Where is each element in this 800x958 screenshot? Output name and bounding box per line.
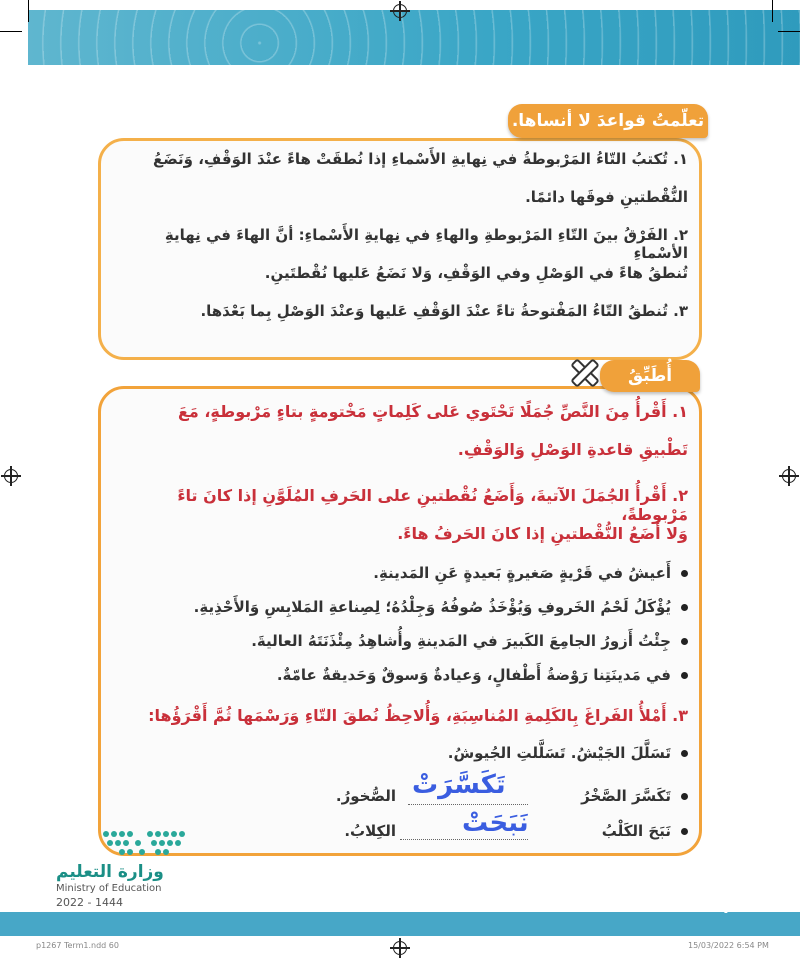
- fill-item-text: تَكَسَّرَ الصَّخْرُ: [581, 787, 671, 805]
- registration-mark: [4, 469, 18, 483]
- fill-item-after: الصُّخورُ.: [335, 787, 396, 805]
- pencil-ruler-icon: [566, 354, 604, 392]
- list-item: [128, 632, 688, 650]
- file-slug: p1267 Term1.ndd 60: [36, 941, 119, 950]
- crop-mark: [0, 31, 22, 32]
- rule-line: ٣. تُنطقُ التّاءُ المَفْتوحةُ تاءً عنْدَ الوَقْفِ عَليها وَعنْدَ الوَصْلِ بِما بَعْدَها.: [200, 302, 688, 320]
- list-item-text: في مَدينَتِنا رَوْضةُ أَطْفالٍ، وَعيادةٌ وَسوقٌ وَحَديقةٌ عامّةٌ.: [276, 666, 671, 684]
- question-1-line: ١. أَقْرأُ مِنَ النَّصِّ جُمَلًا تَحْتَوي عَلى كَلِماتٍ مَخْتومةٍ بتاءٍ مَرْبوطةٍ، مَعَ: [177, 402, 688, 421]
- question-2-line: ٢. أَقْرأُ الجُمَلَ الآتيةَ، وَأَضَعُ نُقْطتينِ على الحَرفِ المُلَوَّنِ إذا كانَ تاءً مَرْبوطةً،: [177, 486, 688, 524]
- list-item-text: يُؤْكَلُ لَحْمُ الخَروفِ وَيُؤْخَذُ صُوفُهُ وَجِلْدُهُ؛ لِصِناعةِ المَلابِسِ وَالأَحْذِيةِ.: [193, 598, 671, 616]
- registration-mark: [393, 941, 407, 955]
- top-banner: [28, 10, 800, 65]
- list-item-text: جِئْتُ أَزورُ الجامِعَ الكَبيرَ في المَدينةِ وأُشاهِدُ مِئْذَنَتَهُ العاليةَ.: [251, 632, 671, 650]
- crop-mark: [28, 0, 29, 22]
- crop-mark: [778, 31, 800, 32]
- fill-item-after: الكِلابُ.: [344, 822, 396, 840]
- answer-text: نَبَحَتْ: [462, 808, 529, 838]
- blank-line: [408, 804, 528, 805]
- fill-item-text: نَبَحَ الكَلْبُ: [601, 822, 671, 840]
- fill-item: [488, 787, 688, 805]
- bullet-dot: [681, 604, 688, 611]
- academic-year: 2022 - 1444: [56, 896, 123, 909]
- list-item-text: أَعيشُ في قَرْيةٍ صَغيرةٍ بَعيدةٍ عَنِ المَدينةِ.: [373, 564, 671, 582]
- rule-line: النُّقْطتينِ فوقَها دائمًا.: [525, 188, 688, 206]
- registration-mark: [782, 469, 796, 483]
- print-timestamp: 15/03/2022 6:54 PM: [688, 941, 769, 950]
- apply-title: أُطَبِّقُ: [600, 360, 700, 392]
- blank-line: [400, 839, 528, 840]
- question-1-line: تَطْبيقِ قاعدةِ الوَصْلِ وَالوَقْفِ.: [457, 440, 688, 459]
- fill-item-text: تَسَلَّلَ الجَيْشُ. تَسَلَّلتِ الجُيوشُ.: [447, 744, 671, 762]
- ministry-name-arabic: وزارة التعليم: [56, 862, 164, 882]
- bullet-dot: [681, 672, 688, 679]
- rule-line: ٢. الفَرْقُ بينَ التّاءِ المَرْبوطةِ والهاءِ في نِهايةِ الأَسْماءِ: أنَّ الهاءَ في نِهايةِ الأسْماءِ: [164, 226, 688, 262]
- list-item: [128, 564, 688, 582]
- rules-title: تعلّمتُ قواعدَ لا أنساها.: [508, 104, 708, 138]
- list-item: [128, 666, 688, 684]
- crop-mark: [772, 0, 773, 22]
- bullet-dot: [681, 570, 688, 577]
- ministry-name-english: Ministry of Education: [56, 883, 162, 894]
- question-3: ٣. أَمْلأُ الفَراغَ بِالكَلِمةِ المُناسِبَةِ، وَأُلاحِظُ نُطقَ التّاءِ وَرَسْمَها ثُمَّ أَقْرَؤُها:: [148, 706, 688, 725]
- bullet-dot: [681, 828, 688, 835]
- answer-text: تَكَسَّرَتْ: [412, 770, 506, 800]
- question-2-line: وَلا أَضَعُ النُّقْطتينِ إذا كانَ الحَرفُ هاءً.: [397, 524, 688, 543]
- registration-mark: [393, 4, 407, 18]
- ministry-logo-icon: [98, 826, 190, 860]
- bullet-dot: [681, 793, 688, 800]
- bottom-bar: [0, 912, 800, 936]
- rule-line: تُنطقُ هاءً في الوَصْلِ وفي الوَقْفِ، وَلا نَضَعُ عَليها نُقْطتَينِ.: [264, 264, 688, 282]
- bullet-dot: [681, 638, 688, 645]
- bullet-dot: [681, 750, 688, 757]
- banner-pattern: [28, 10, 800, 65]
- page-number: ٦٠: [718, 898, 738, 917]
- rule-line: ١. تُكتبُ التّاءُ المَرْبوطةُ في نِهايةِ الأَسْماءِ إذا نُطقَتْ هاءً عنْدَ الوَقْفِ، وَنَضَعُ: [153, 150, 688, 168]
- fill-item: [128, 744, 688, 762]
- list-item: [128, 598, 688, 616]
